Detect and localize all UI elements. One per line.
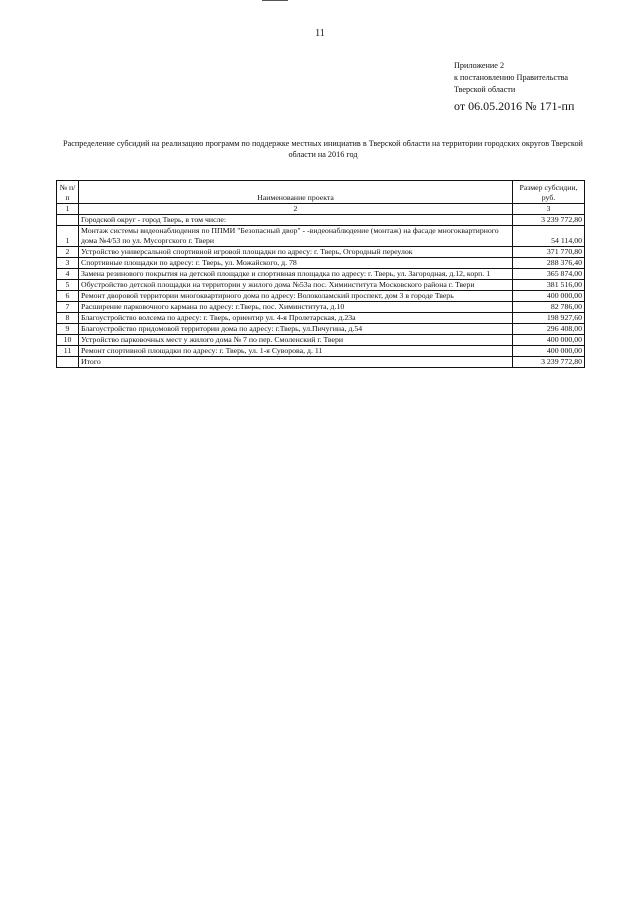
appendix-block: [454, 60, 574, 114]
row-project-name: Монтаж системы видеонаблюдения по ППМИ "Безопасный двор" - -видеонаблюдение (монтаж) на фасаде многоквартирного дома №4/53 по ул. Мусоргского г. Твери: [79, 226, 513, 247]
appendix-line-2: к постановлению Правительства: [454, 73, 569, 82]
index-cell: 1: [57, 204, 79, 215]
row-amount: 400 000,00: [513, 335, 585, 346]
row-amount: 288 376,40: [513, 258, 585, 269]
row-project-name: Расширение парковочного кармана по адресу: г.Тверь, пос. Химинститута, д.10: [79, 302, 513, 313]
row-project-name: Устройство универсальной спортивной игровой площадки по адресу: г. Тверь, Огородный переулок: [79, 247, 513, 258]
table-row: [57, 313, 585, 324]
row-number: 8: [57, 313, 79, 324]
appendix-date: от 06.05.2016 № 171-пп: [454, 99, 575, 113]
table-row: [57, 226, 585, 247]
row-project-name: Устройство парковочных мест у жилого дома № 7 по пер. Смоленский г. Твери: [79, 335, 513, 346]
row-amount: 400 000,00: [513, 291, 585, 302]
table-row: [57, 269, 585, 280]
index-cell: 3: [513, 204, 585, 215]
row-number: 3: [57, 258, 79, 269]
table-row: [57, 280, 585, 291]
row-project-name: Итого: [79, 357, 513, 368]
row-project-name: Обустройство детской площадки на территории у жилого дома №53а пос. Химинститута Московского района г. Твери: [79, 280, 513, 291]
row-number: 7: [57, 302, 79, 313]
table-row: [57, 335, 585, 346]
table-row: [57, 324, 585, 335]
page-number: 11: [315, 28, 325, 39]
row-number: 6: [57, 291, 79, 302]
row-project-name: Спортивные площадки по адресу: г. Тверь, ул. Можайского, д. 78: [79, 258, 513, 269]
row-project-name: Замена резинового покрытия на детской площадке и спортивная площадка по адресу: г. Тверь, ул. Загородная, д.12, корп. 1: [79, 269, 513, 280]
row-amount: 381 516,00: [513, 280, 585, 291]
table-header-row: [57, 181, 585, 204]
document-title: Распределение субсидий на реализацию программ по поддержке местных инициатив в Тверской области на территории городских округов Тверской области на 2016 год: [63, 139, 583, 159]
row-project-name: Ремонт спортивной площадки по адресу: г. Тверь, ул. 1-я Суворова, д. 11: [79, 346, 513, 357]
row-amount: 3 239 772,80: [513, 215, 585, 226]
row-amount: 371 770,80: [513, 247, 585, 258]
subsidy-table: [56, 180, 585, 368]
row-project-name: Благоустройство придомовой территории дома по адресу: г.Тверь, ул.Пичугина, д.54: [79, 324, 513, 335]
table-row: [57, 346, 585, 357]
row-project-name: Благоустройство волсема по адресу: г. Тверь, ориентир ул. 4-я Пролетарская, д.23а: [79, 313, 513, 324]
appendix-line-3: Тверской области: [454, 85, 516, 94]
table-row: [57, 291, 585, 302]
header-amount: Размер субсидии, руб.: [513, 181, 585, 204]
table-row: [57, 357, 585, 368]
table-body: [57, 215, 585, 368]
top-rule: [262, 0, 288, 1]
table-row: [57, 302, 585, 313]
row-number: 11: [57, 346, 79, 357]
table-index-row: [57, 204, 585, 215]
header-num: № п/п: [57, 181, 79, 204]
row-number: 2: [57, 247, 79, 258]
row-amount: 3 239 772,80: [513, 357, 585, 368]
header-name: Наименование проекта: [79, 181, 513, 204]
row-project-name: Городской округ - город Тверь, в том числе:: [79, 215, 513, 226]
row-number: 10: [57, 335, 79, 346]
row-number: 1: [57, 226, 79, 247]
row-amount: 296 408,00: [513, 324, 585, 335]
row-amount: 198 927,60: [513, 313, 585, 324]
row-project-name: Ремонт дворовой территории многоквартирного дома по адресу: Волоколамский проспект, дом 3 в городе Тверь: [79, 291, 513, 302]
table-row: [57, 247, 585, 258]
row-number: 4: [57, 269, 79, 280]
row-number: 5: [57, 280, 79, 291]
table-row: [57, 258, 585, 269]
row-amount: 400 000,00: [513, 346, 585, 357]
row-amount: 82 786,00: [513, 302, 585, 313]
row-number: [57, 357, 79, 368]
table-row: [57, 215, 585, 226]
index-cell: 2: [79, 204, 513, 215]
row-number: [57, 215, 79, 226]
row-amount: 54 114,00: [513, 226, 585, 247]
row-amount: 365 874,00: [513, 269, 585, 280]
row-number: 9: [57, 324, 79, 335]
appendix-line-1: Приложение 2: [454, 61, 505, 70]
